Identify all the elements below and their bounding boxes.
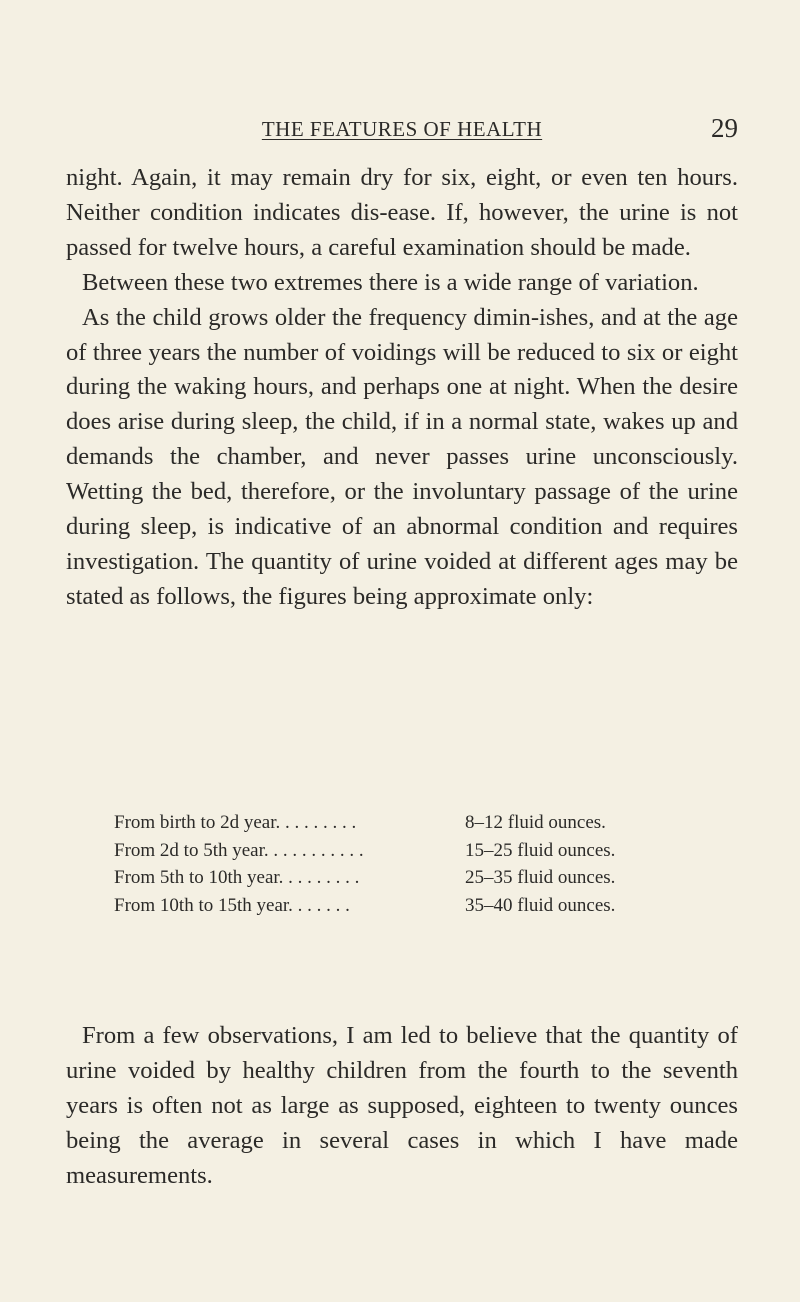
paragraph: From a few observations, I am led to believe that the quantity of urine voided by healthy children from the fourth to the seventh years is often not as large as supposed, eighteen to twenty ounces being the average in several cases in which I have made measurements. <box>66 1022 738 1189</box>
row-value: 25–35 fluid ounces. <box>465 867 616 888</box>
table-row <box>114 837 614 865</box>
running-head <box>66 113 738 147</box>
paragraph: night. Again, it may remain dry for six, eight, or even ten hours. Neither condition indicates dis-ease. If, however, the urine is not passed for twelve hours, a careful examination should be made. <box>66 164 738 261</box>
running-title: THE FEATURES OF HEALTH <box>261 117 543 141</box>
row-value: 15–25 fluid ounces. <box>465 839 616 861</box>
urine-quantity-table <box>114 809 614 919</box>
page-number: 29 <box>711 113 738 143</box>
row-label: From 10th to 15th year. . . . . . . <box>114 894 350 916</box>
row-label: From 5th to 10th year. . . . . . . . . <box>114 867 360 888</box>
paragraph: As the child grows older the frequency dimin-ishes, and at the age of three years the number of voidings will be reduced to six or eight during the waking hours, and perhaps one at night. When the desire does arise during sleep, the child, if in a normal state, wakes up and demands the chamber, and never passes urine unconsciously. Wetting the bed, therefore, or the involuntary passage of the urine during sleep, is indicative of an abnormal condition and requires investigation. The quantity of urine voided at different ages may be stated as follows, the figures being approximate only: <box>66 303 738 610</box>
table-row <box>114 809 614 837</box>
body-text-upper <box>66 161 738 615</box>
table-row <box>114 864 614 892</box>
paragraph: Between these two extremes there is a wide range of variation. <box>82 268 699 296</box>
table-row <box>114 892 614 920</box>
row-value: 8–12 fluid ounces. <box>465 812 606 833</box>
row-label: From birth to 2d year. . . . . . . . . <box>114 812 357 833</box>
row-label: From 2d to 5th year. . . . . . . . . . . <box>114 839 364 861</box>
row-value: 35–40 fluid ounces. <box>465 894 616 916</box>
body-text-lower <box>66 1019 738 1194</box>
